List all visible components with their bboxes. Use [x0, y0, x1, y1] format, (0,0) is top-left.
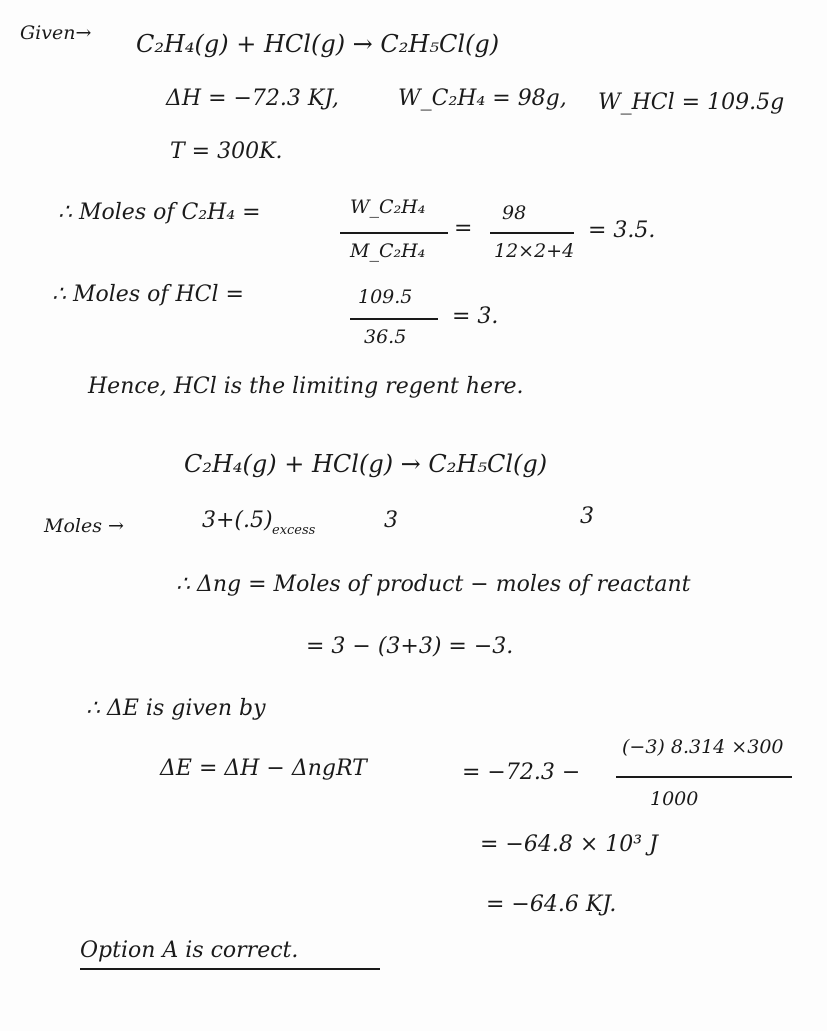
given-mass-hcl: W_HCl = 109.5g — [598, 90, 785, 115]
delta-e-substitution: = −72.3 − — [462, 760, 581, 785]
limiting-reagent-statement: Hence, HCl is the limiting regent here. — [88, 374, 524, 399]
moles-hcl-numerator: 109.5 — [358, 286, 413, 308]
moles-product-value: 3 — [580, 504, 594, 529]
reaction-equation: C₂H₄(g) + HCl(g) → C₂H₅Cl(g) — [184, 450, 548, 478]
given-mass-c2h4: W_C₂H₄ = 98g, — [398, 86, 567, 111]
moles-row-label: Moles → — [44, 515, 124, 537]
fraction-bar — [350, 318, 438, 320]
given-label: Given→ — [20, 22, 92, 44]
delta-e-joules: = −64.8 × 10³ J — [480, 832, 658, 857]
delta-e-kilojoules: = −64.6 KJ. — [486, 892, 617, 917]
moles-c2h4-with-excess: 3+(.5) — [202, 508, 273, 533]
delta-e-denominator: 1000 — [650, 788, 699, 810]
fraction-bar — [340, 232, 448, 234]
delta-e-numerator: (−3) 8.314 ×300 — [622, 736, 784, 758]
given-delta-h: ΔH = −72.3 KJ, — [166, 86, 339, 111]
given-reaction: C₂H₄(g) + HCl(g) → C₂H₅Cl(g) — [136, 30, 500, 58]
fraction-bar — [616, 776, 792, 778]
delta-ng-definition: ∴ Δng = Moles of product − moles of reactant — [176, 572, 691, 597]
delta-e-formula: ΔE = ΔH − ΔngRT — [160, 756, 367, 781]
given-temperature: T = 300K. — [170, 139, 283, 164]
conclusion-underline — [80, 968, 380, 970]
moles-c2h4-numerator-value: 98 — [502, 202, 527, 224]
moles-hcl-value: 3 — [384, 508, 398, 533]
fraction-bar — [490, 232, 574, 234]
moles-hcl-denominator: 36.5 — [364, 326, 407, 348]
delta-ng-calculation: = 3 − (3+3) = −3. — [306, 634, 514, 659]
equals-sign: = — [454, 216, 473, 241]
moles-hcl-result: = 3. — [452, 304, 499, 329]
moles-c2h4-numerator: W_C₂H₄ — [350, 196, 426, 218]
delta-e-intro: ∴ ΔE is given by — [86, 696, 266, 721]
moles-c2h4-denominator-value: 12×2+4 — [494, 240, 575, 262]
moles-c2h4-denominator: M_C₂H₄ — [350, 240, 426, 262]
moles-hcl-label: ∴ Moles of HCl = — [52, 282, 244, 307]
moles-c2h4-result: = 3.5. — [588, 218, 656, 243]
moles-c2h4-label: ∴ Moles of C₂H₄ = — [58, 200, 261, 225]
conclusion: Option A is correct. — [80, 938, 299, 963]
excess-note: excess — [272, 523, 316, 538]
